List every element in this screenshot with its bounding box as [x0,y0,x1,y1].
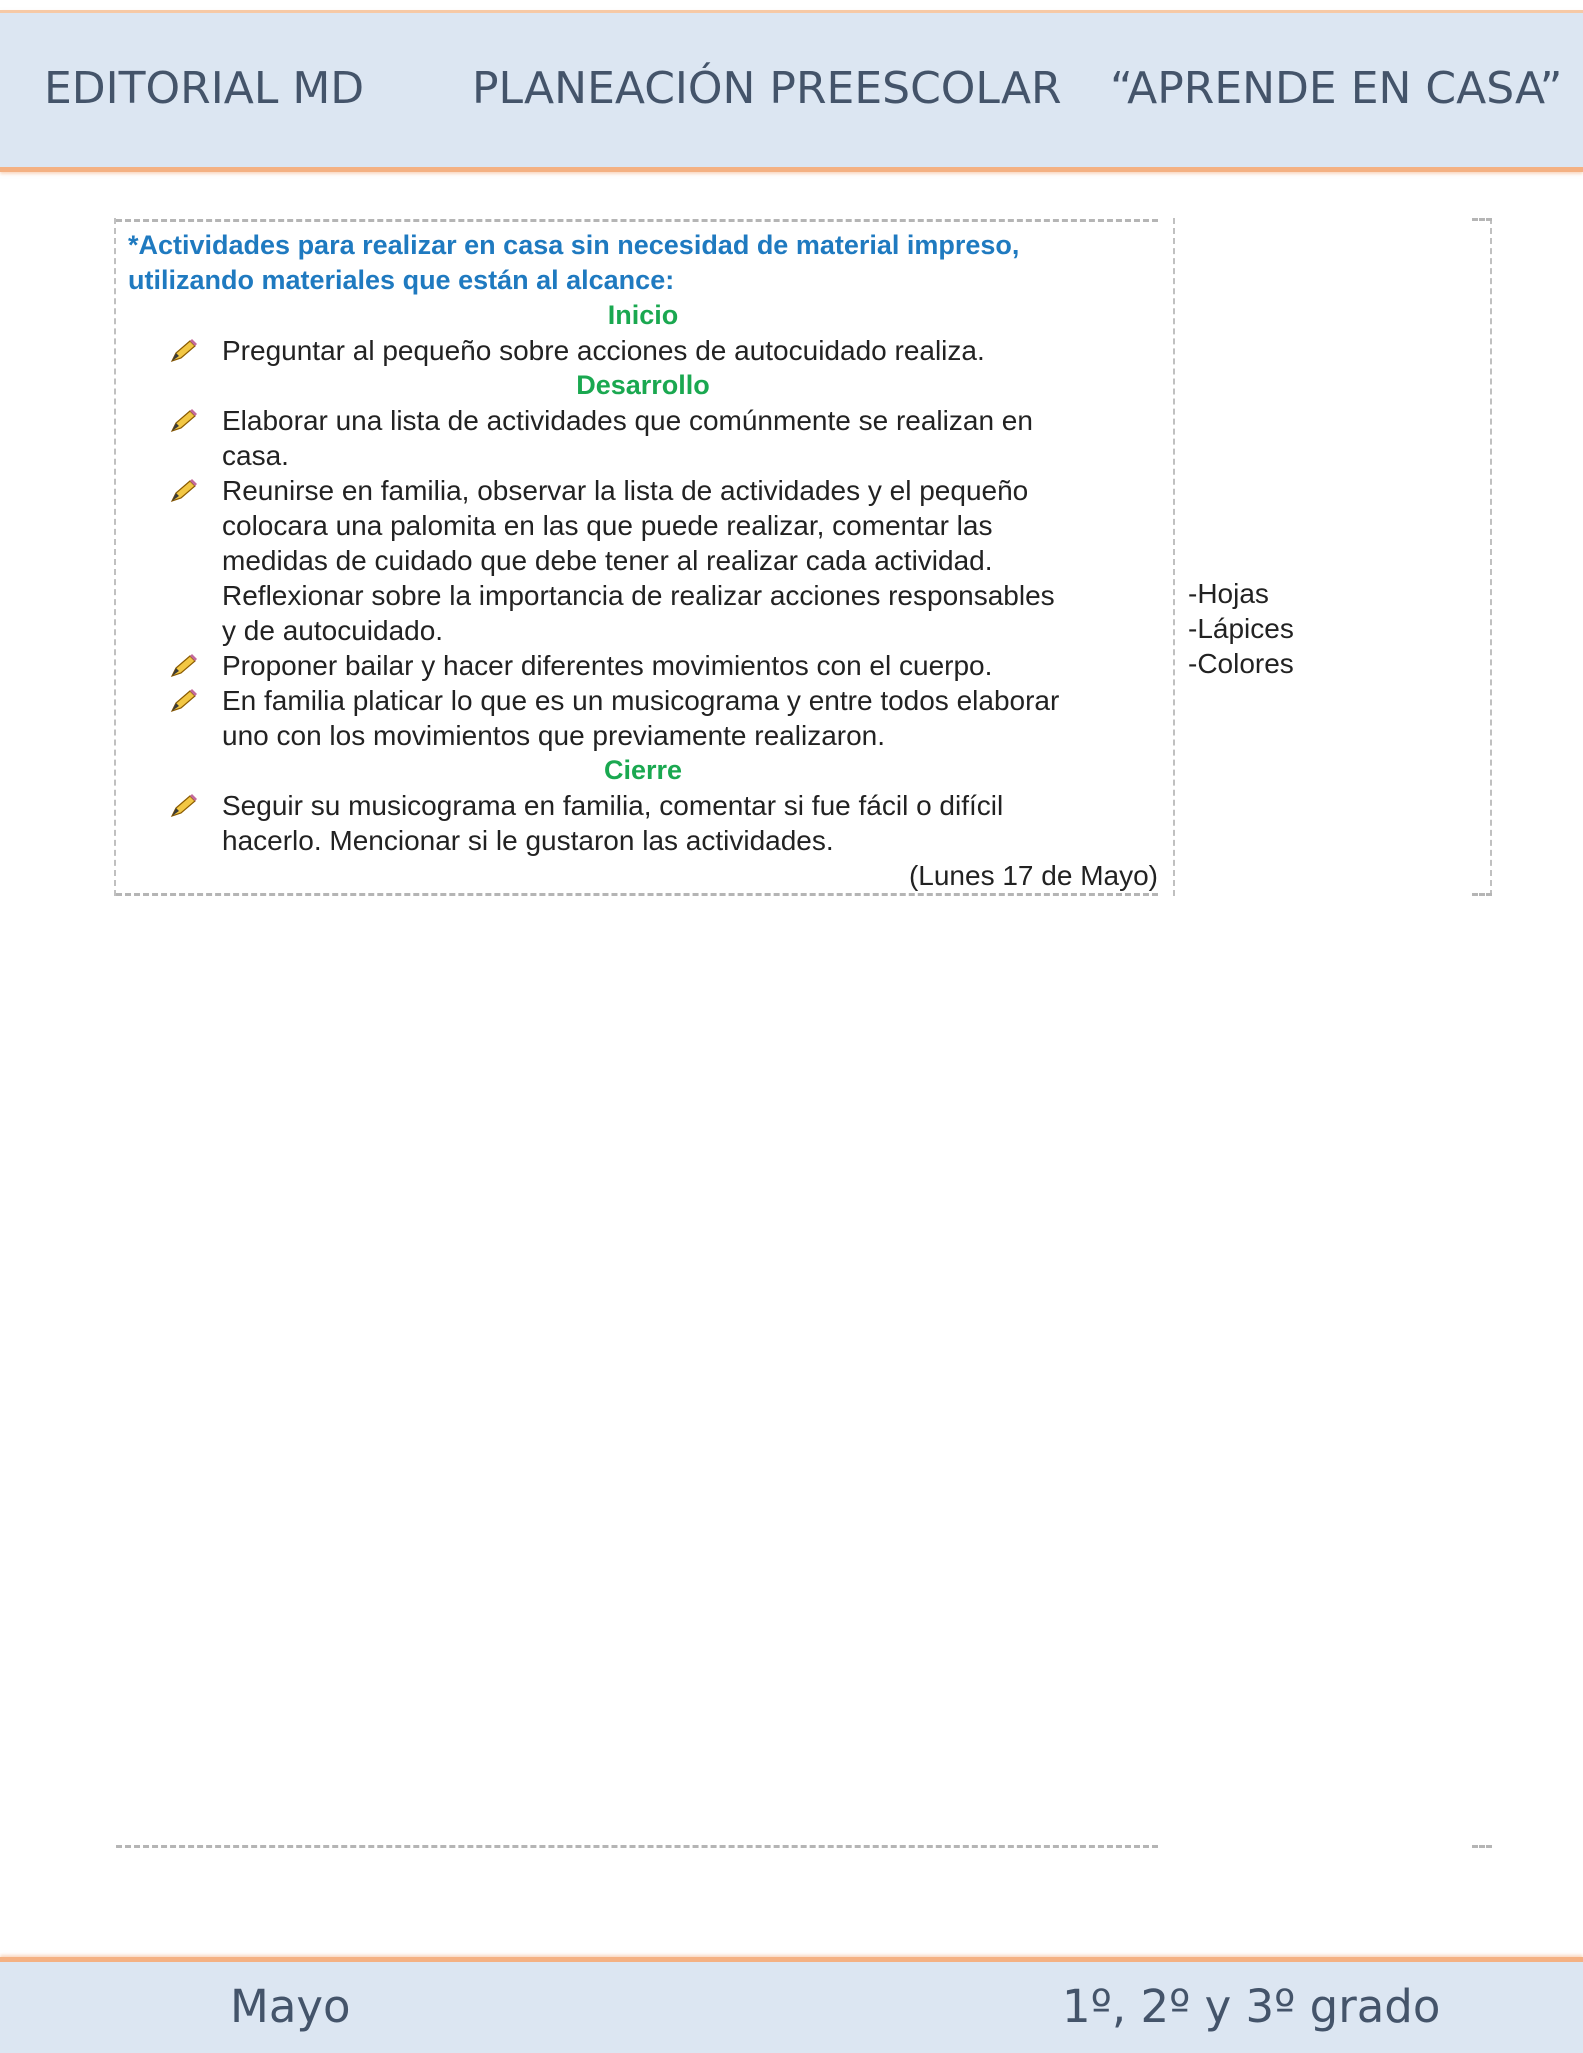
pencil-icon [170,794,198,818]
item-text: Proponer bailar y hacer diferentes movimientos con el cuerpo. [222,650,993,681]
table-corner-mark [1472,1845,1492,1848]
page-footer [0,1957,1583,2053]
table-left-border [114,218,116,896]
item-text-continuation: Reflexionar sobre la importancia de realizar acciones responsables [222,580,1055,611]
footer-grades: 1º, 2º y 3º grado [1062,1980,1441,2033]
table-bottom-border [116,1845,1158,1848]
intro-line: *Actividades para realizar en casa sin necesidad de material impreso, [128,230,1020,260]
item-text-continuation: uno con los movimientos que previamente realizaron. [222,720,886,751]
item-text-continuation: casa. [222,440,289,471]
header-publisher: EDITORIAL MD [44,63,365,114]
table-column-divider [1173,218,1175,896]
header-title: PLANEACIÓN PREESCOLAR [472,63,1062,114]
phase-cierre-title: Cierre [603,755,683,785]
pencil-icon [170,479,198,503]
phase-desarrollo-title: Desarrollo [576,370,710,400]
material-item: -Colores [1188,648,1294,679]
item-text: Reunirse en familia, observar la lista de actividades y el pequeño [222,475,1029,506]
item-text-continuation: hacerlo. Mencionar si le gustaron las actividades. [222,825,834,856]
material-item: -Lápices [1188,613,1294,644]
pencil-icon [170,339,198,363]
list-item [118,403,1168,438]
phase-inicio-title: Inicio [607,300,679,330]
table-top-border [116,219,1158,222]
intro-line: utilizando materiales que están al alcance: [128,265,675,295]
item-text: Elaborar una lista de actividades que comúnmente se realizan en [222,405,1033,436]
item-text-continuation: colocara una palomita en las que puede realizar, comentar las [222,510,993,541]
pencil-icon [170,654,198,678]
list-item [118,648,1168,683]
list-item [118,473,1168,508]
pencil-icon [170,409,198,433]
list-item [118,333,1168,368]
table-corner-mark [1472,218,1492,221]
item-text-continuation: medidas de cuidado que debe tener al realizar cada actividad. [222,545,993,576]
item-text: Seguir su musicograma en familia, comentar si fue fácil o difícil [222,790,1004,821]
materials-list [1188,576,1294,681]
header-program: “APRENDE EN CASA” [1110,63,1563,114]
pencil-icon [170,689,198,713]
item-text: Preguntar al pequeño sobre acciones de autocuidado realiza. [222,335,985,366]
material-item: -Hojas [1188,578,1269,609]
item-text: En familia platicar lo que es un musicograma y entre todos elaborar [222,685,1060,716]
table-row-border [116,893,1158,896]
item-text-continuation: y de autocuidado. [222,615,444,646]
activity-date: (Lunes 17 de Mayo) [908,860,1158,891]
list-item [118,683,1168,718]
footer-month: Mayo [230,1980,351,2033]
page-header [0,10,1583,172]
list-item [118,788,1168,823]
activities-cell [118,228,1168,893]
table-right-border [1490,218,1492,896]
table-corner-mark [1472,893,1492,896]
